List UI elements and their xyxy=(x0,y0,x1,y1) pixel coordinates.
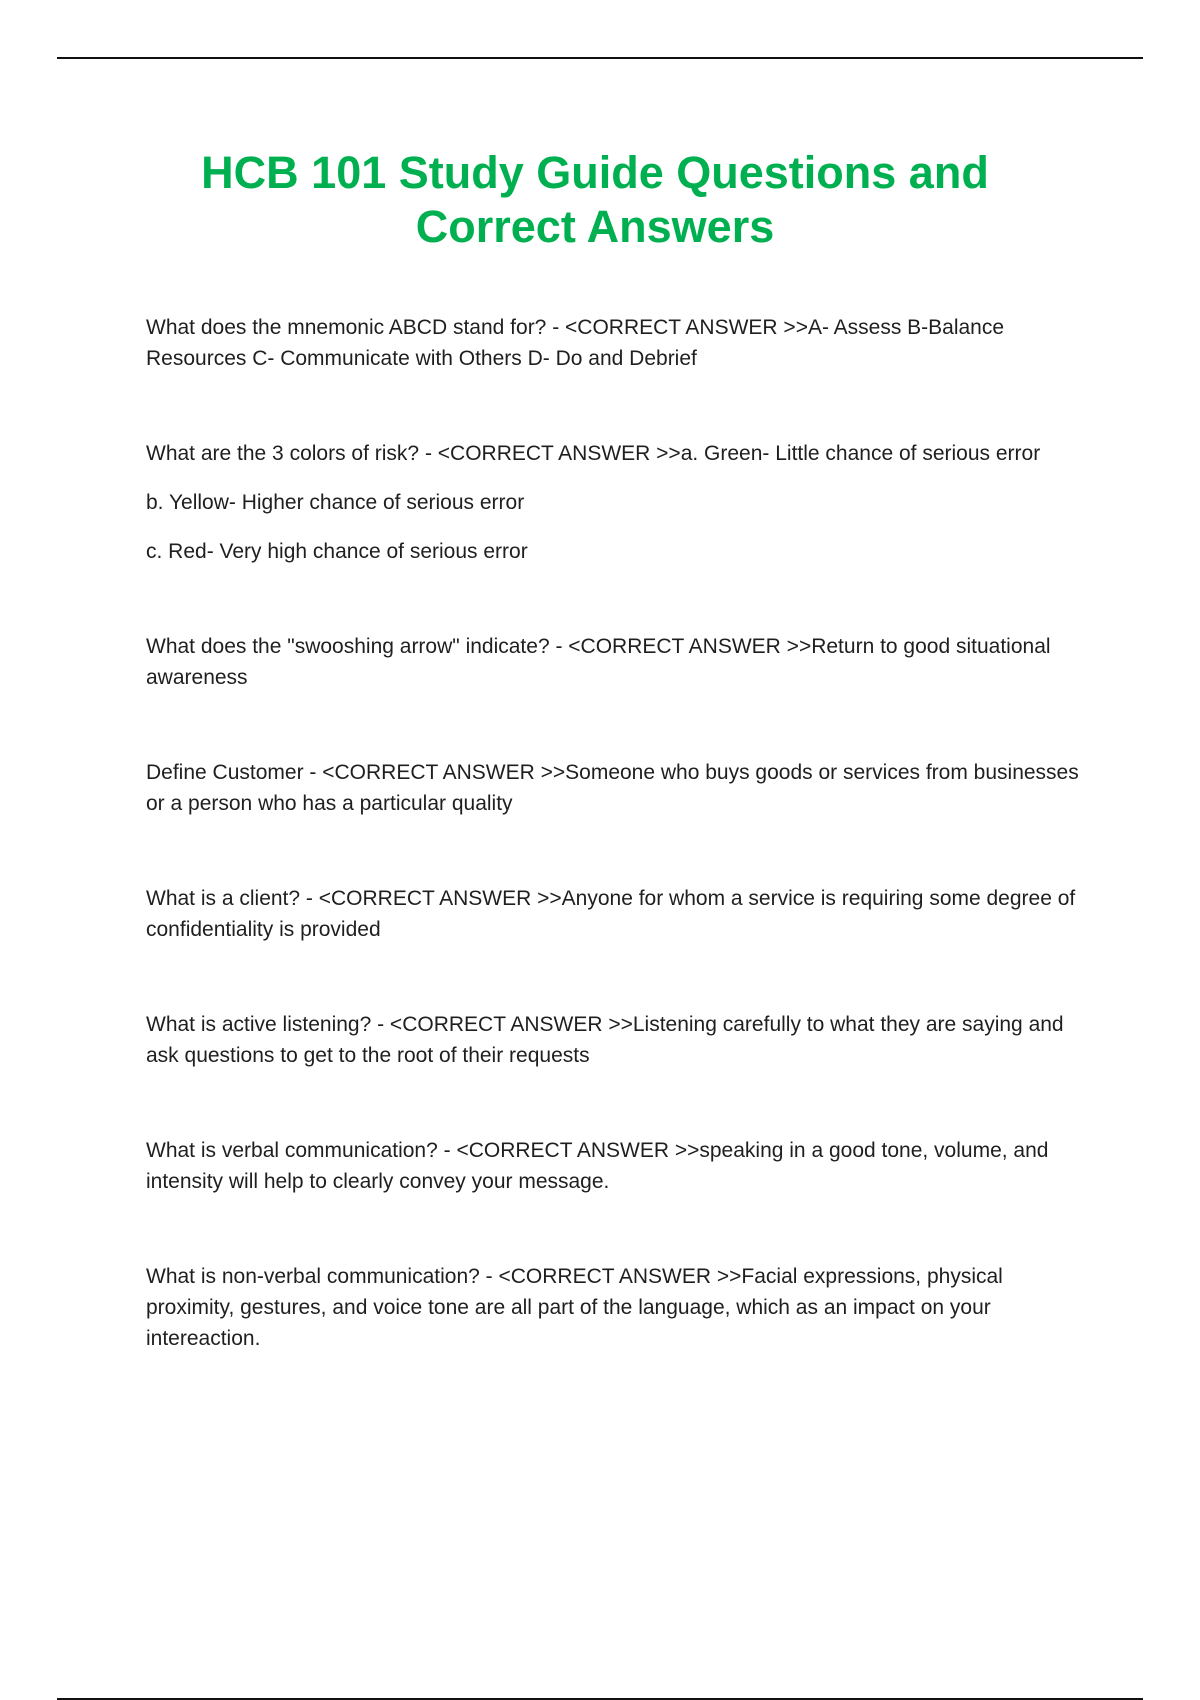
qa-item xyxy=(146,438,1096,567)
qa-item xyxy=(146,883,1096,945)
title-line-1: HCB 101 Study Guide Questions and xyxy=(201,147,989,198)
qa-text: b. Yellow- Higher chance of serious error xyxy=(146,491,525,514)
qa-text: What is non-verbal communication? - <CORRECT ANSWER >>Facial expressions, physical proximity, gestures, and voice tone are all part of the language, which as an impact on your intereaction. xyxy=(146,1265,1003,1350)
qa-list xyxy=(146,312,1096,1418)
header-rule xyxy=(57,57,1143,59)
qa-text: What is verbal communication? - <CORRECT ANSWER >>speaking in a good tone, volume, and intensity will help to clearly convey your message. xyxy=(146,1139,1049,1193)
qa-item xyxy=(146,312,1096,374)
qa-item xyxy=(146,1135,1096,1197)
document-title xyxy=(100,146,1090,254)
qa-item xyxy=(146,631,1096,693)
qa-item xyxy=(146,1261,1096,1354)
qa-item xyxy=(146,757,1096,819)
qa-item xyxy=(146,1009,1096,1071)
qa-text: Define Customer - <CORRECT ANSWER >>Someone who buys goods or services from businesses or a person who has a particular quality xyxy=(146,761,1079,815)
qa-text: What are the 3 colors of risk? - <CORRECT ANSWER >>a. Green- Little chance of serious error xyxy=(146,442,1041,465)
qa-text: c. Red- Very high chance of serious error xyxy=(146,540,528,563)
qa-text: What does the "swooshing arrow" indicate? - <CORRECT ANSWER >>Return to good situational awareness xyxy=(146,635,1051,689)
qa-text: What does the mnemonic ABCD stand for? - <CORRECT ANSWER >>A- Assess B-Balance Resources C- Communicate with Others D- Do and Debrief xyxy=(146,316,1005,370)
qa-text: What is active listening? - <CORRECT ANSWER >>Listening carefully to what they are saying and ask questions to get to the root of their requests xyxy=(146,1013,1064,1067)
qa-text: What is a client? - <CORRECT ANSWER >>Anyone for whom a service is requiring some degree of confidentiality is provided xyxy=(146,887,1076,941)
title-line-2: Correct Answers xyxy=(415,201,775,252)
